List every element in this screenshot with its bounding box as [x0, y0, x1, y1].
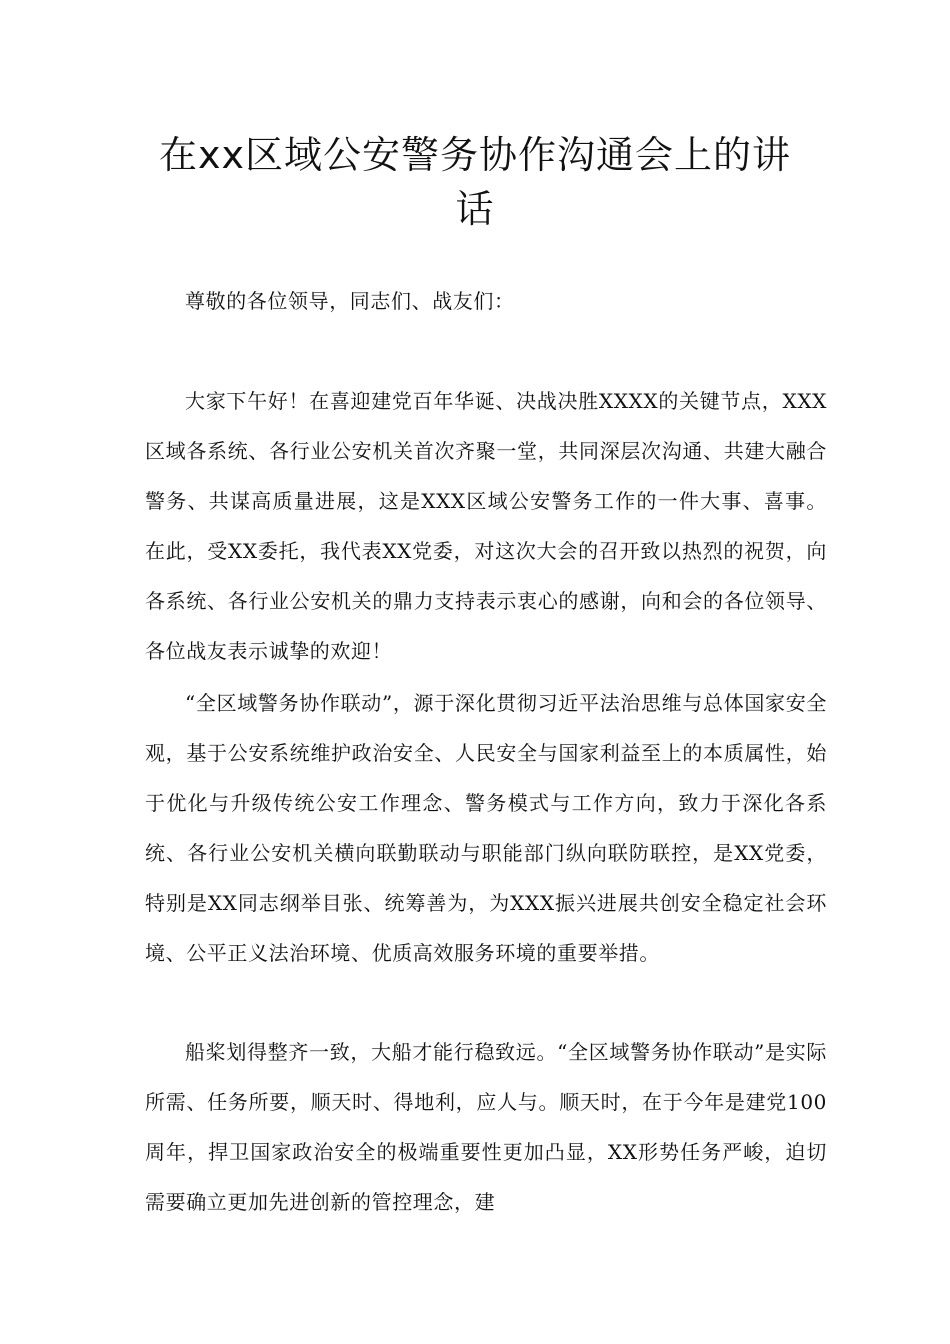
document-title: 在xx区域公安警务协作沟通会上的讲话 [159, 133, 791, 231]
paragraph-2: “全区域警务协作联动”，源于深化贯彻习近平法治思维与总体国家安全观，基于公安系统维护政治安全、人民安全与国家利益至上的本质属性，始于优化与升级传统公安工作理念、警务模式与工作方向，致力于深化各系统、各行业公安机关横向联勤联动与职能部门纵向联防联控，是XX党委，特别是XX同志纲举目张、统筹善为，为XXX振兴进展共创安全稳定社会环境、公平正义法治环境、优质高效服务环境的重要举措。 [145, 691, 827, 965]
paragraph-3: 船桨划得整齐一致，大船才能行稳致远。“全区域警务协作联动”是实际所需、任务所要，顺天时、得地利，应人与。顺天时，在于今年是建党100周年，捍卫国家政治安全的极端重要性更加凸显，XX形势任务严峻，迫切需要确立更加先进创新的管控理念，建 [145, 1040, 827, 1214]
greeting-line: 尊敬的各位领导，同志们、战友们： [185, 289, 515, 313]
paragraph-1: 大家下午好！在喜迎建党百年华诞、决战决胜XXXX的关键节点，XXX区域各系统、各行业公安机关首次齐聚一堂，共同深层次沟通、共建大融合警务、共谋高质量进展，这是XXX区域公安警务工作的一件大事、喜事。在此，受XX委托，我代表XX党委，对这次大会的召开致以热烈的祝贺，向各系统、各行业公安机关的鼎力支持表示衷心的感谢，向和会的各位领导、各位战友表示诚挚的欢迎！ [145, 389, 827, 663]
